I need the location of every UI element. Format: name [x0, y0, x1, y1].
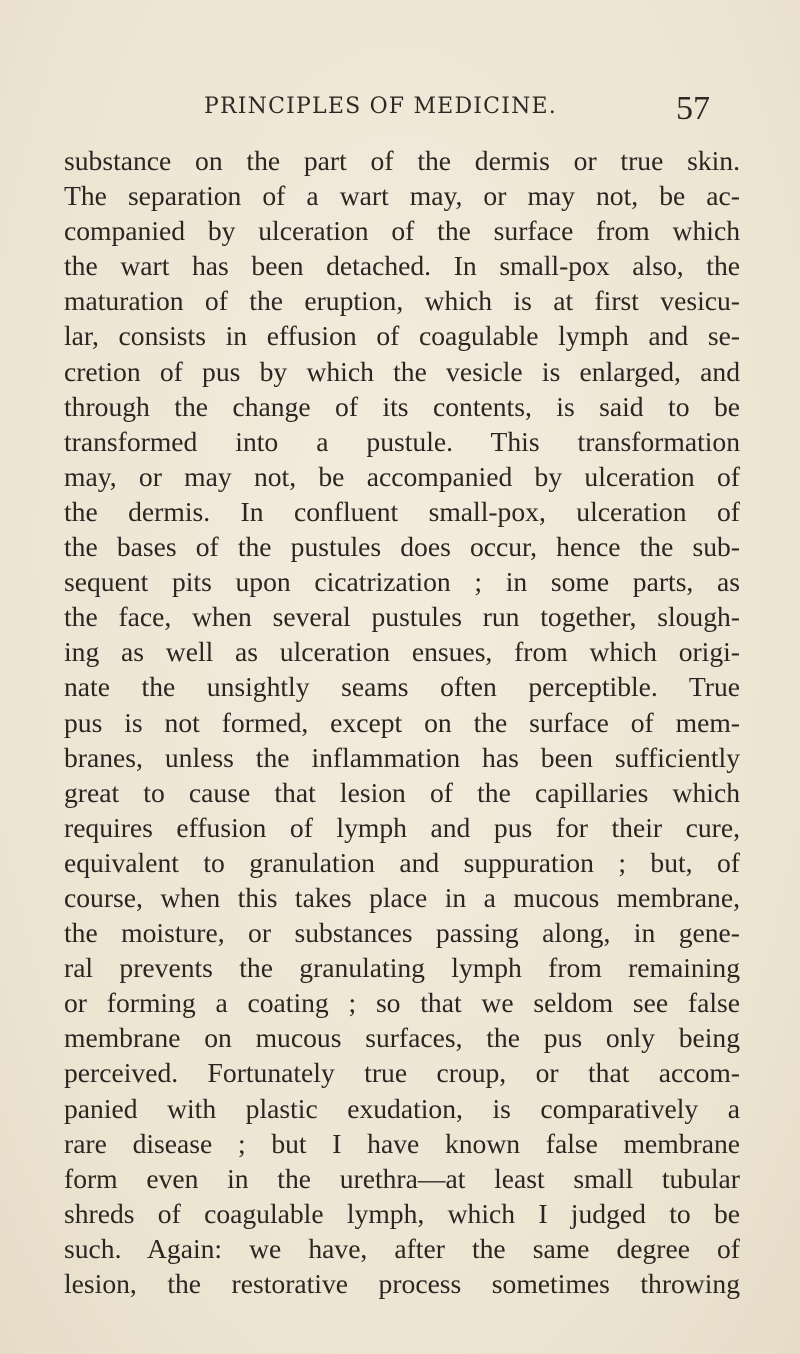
text-line: nate the unsightly seams often perceptible. True [64, 671, 740, 703]
text-line: membrane on mucous surfaces, the pus only being [64, 1022, 740, 1054]
text-line: equivalent to granulation and suppuration ; but, of [64, 846, 740, 878]
text-line: substance on the part of the dermis or true skin. [64, 145, 740, 176]
text-line: maturation of the eruption, which is at first vesicu- [64, 285, 740, 317]
text-line: ral prevents the granulating lymph from remaining [64, 952, 740, 984]
text-line: form even in the urethra—at least small tubular [64, 1162, 740, 1194]
body-text [64, 143, 740, 1301]
text-line: may, or may not, be accompanied by ulceration of [64, 460, 740, 492]
text-line: cretion of pus by which the vesicle is enlarged, and [64, 355, 740, 387]
text-line: The separation of a wart may, or may not, be ac- [64, 180, 740, 212]
text-line: course, when this takes place in a mucous membrane, [64, 881, 740, 913]
text-line: the wart has been detached. In small-pox also, the [64, 250, 740, 282]
text-line: transformed into a pustule. This transformation [64, 425, 740, 457]
text-line: such. Again: we have, after the same degree of [64, 1232, 740, 1264]
text-line: the bases of the pustules does occur, hence the sub- [64, 531, 740, 563]
text-line: branes, unless the inflammation has been sufficiently [64, 741, 740, 773]
running-head [0, 90, 800, 127]
text-line: through the change of its contents, is said to be [64, 390, 740, 422]
text-line: the moisture, or substances passing along, in gene- [64, 917, 740, 949]
text-line: shreds of coagulable lymph, which I judged to be [64, 1197, 740, 1229]
text-line: lesion, the restorative process sometimes throwing [64, 1268, 740, 1299]
text-line: the face, when several pustules run together, slough- [64, 601, 740, 633]
text-line: companied by ulceration of the surface from which [64, 215, 740, 247]
text-line: lar, consists in effusion of coagulable lymph and se- [64, 320, 740, 352]
text-line: great to cause that lesion of the capillaries which [64, 776, 740, 808]
text-line: requires effusion of lymph and pus for their cure, [64, 811, 740, 843]
running-title: PRINCIPLES OF MEDICINE. [204, 94, 558, 119]
text-line: rare disease ; but I have known false membrane [64, 1127, 740, 1159]
text-line: panied with plastic exudation, is comparatively a [64, 1092, 740, 1124]
text-line: pus is not formed, except on the surface of mem- [64, 706, 740, 738]
text-line: sequent pits upon cicatrization ; in some parts, as [64, 566, 740, 598]
text-line: perceived. Fortunately true croup, or that accom- [64, 1057, 740, 1089]
text-line: the dermis. In confluent small-pox, ulceration of [64, 495, 740, 527]
page-number: 57 [676, 90, 710, 127]
text-line: ing as well as ulceration ensues, from which origi- [64, 636, 740, 668]
text-line: or forming a coating ; so that we seldom see false [64, 987, 740, 1019]
